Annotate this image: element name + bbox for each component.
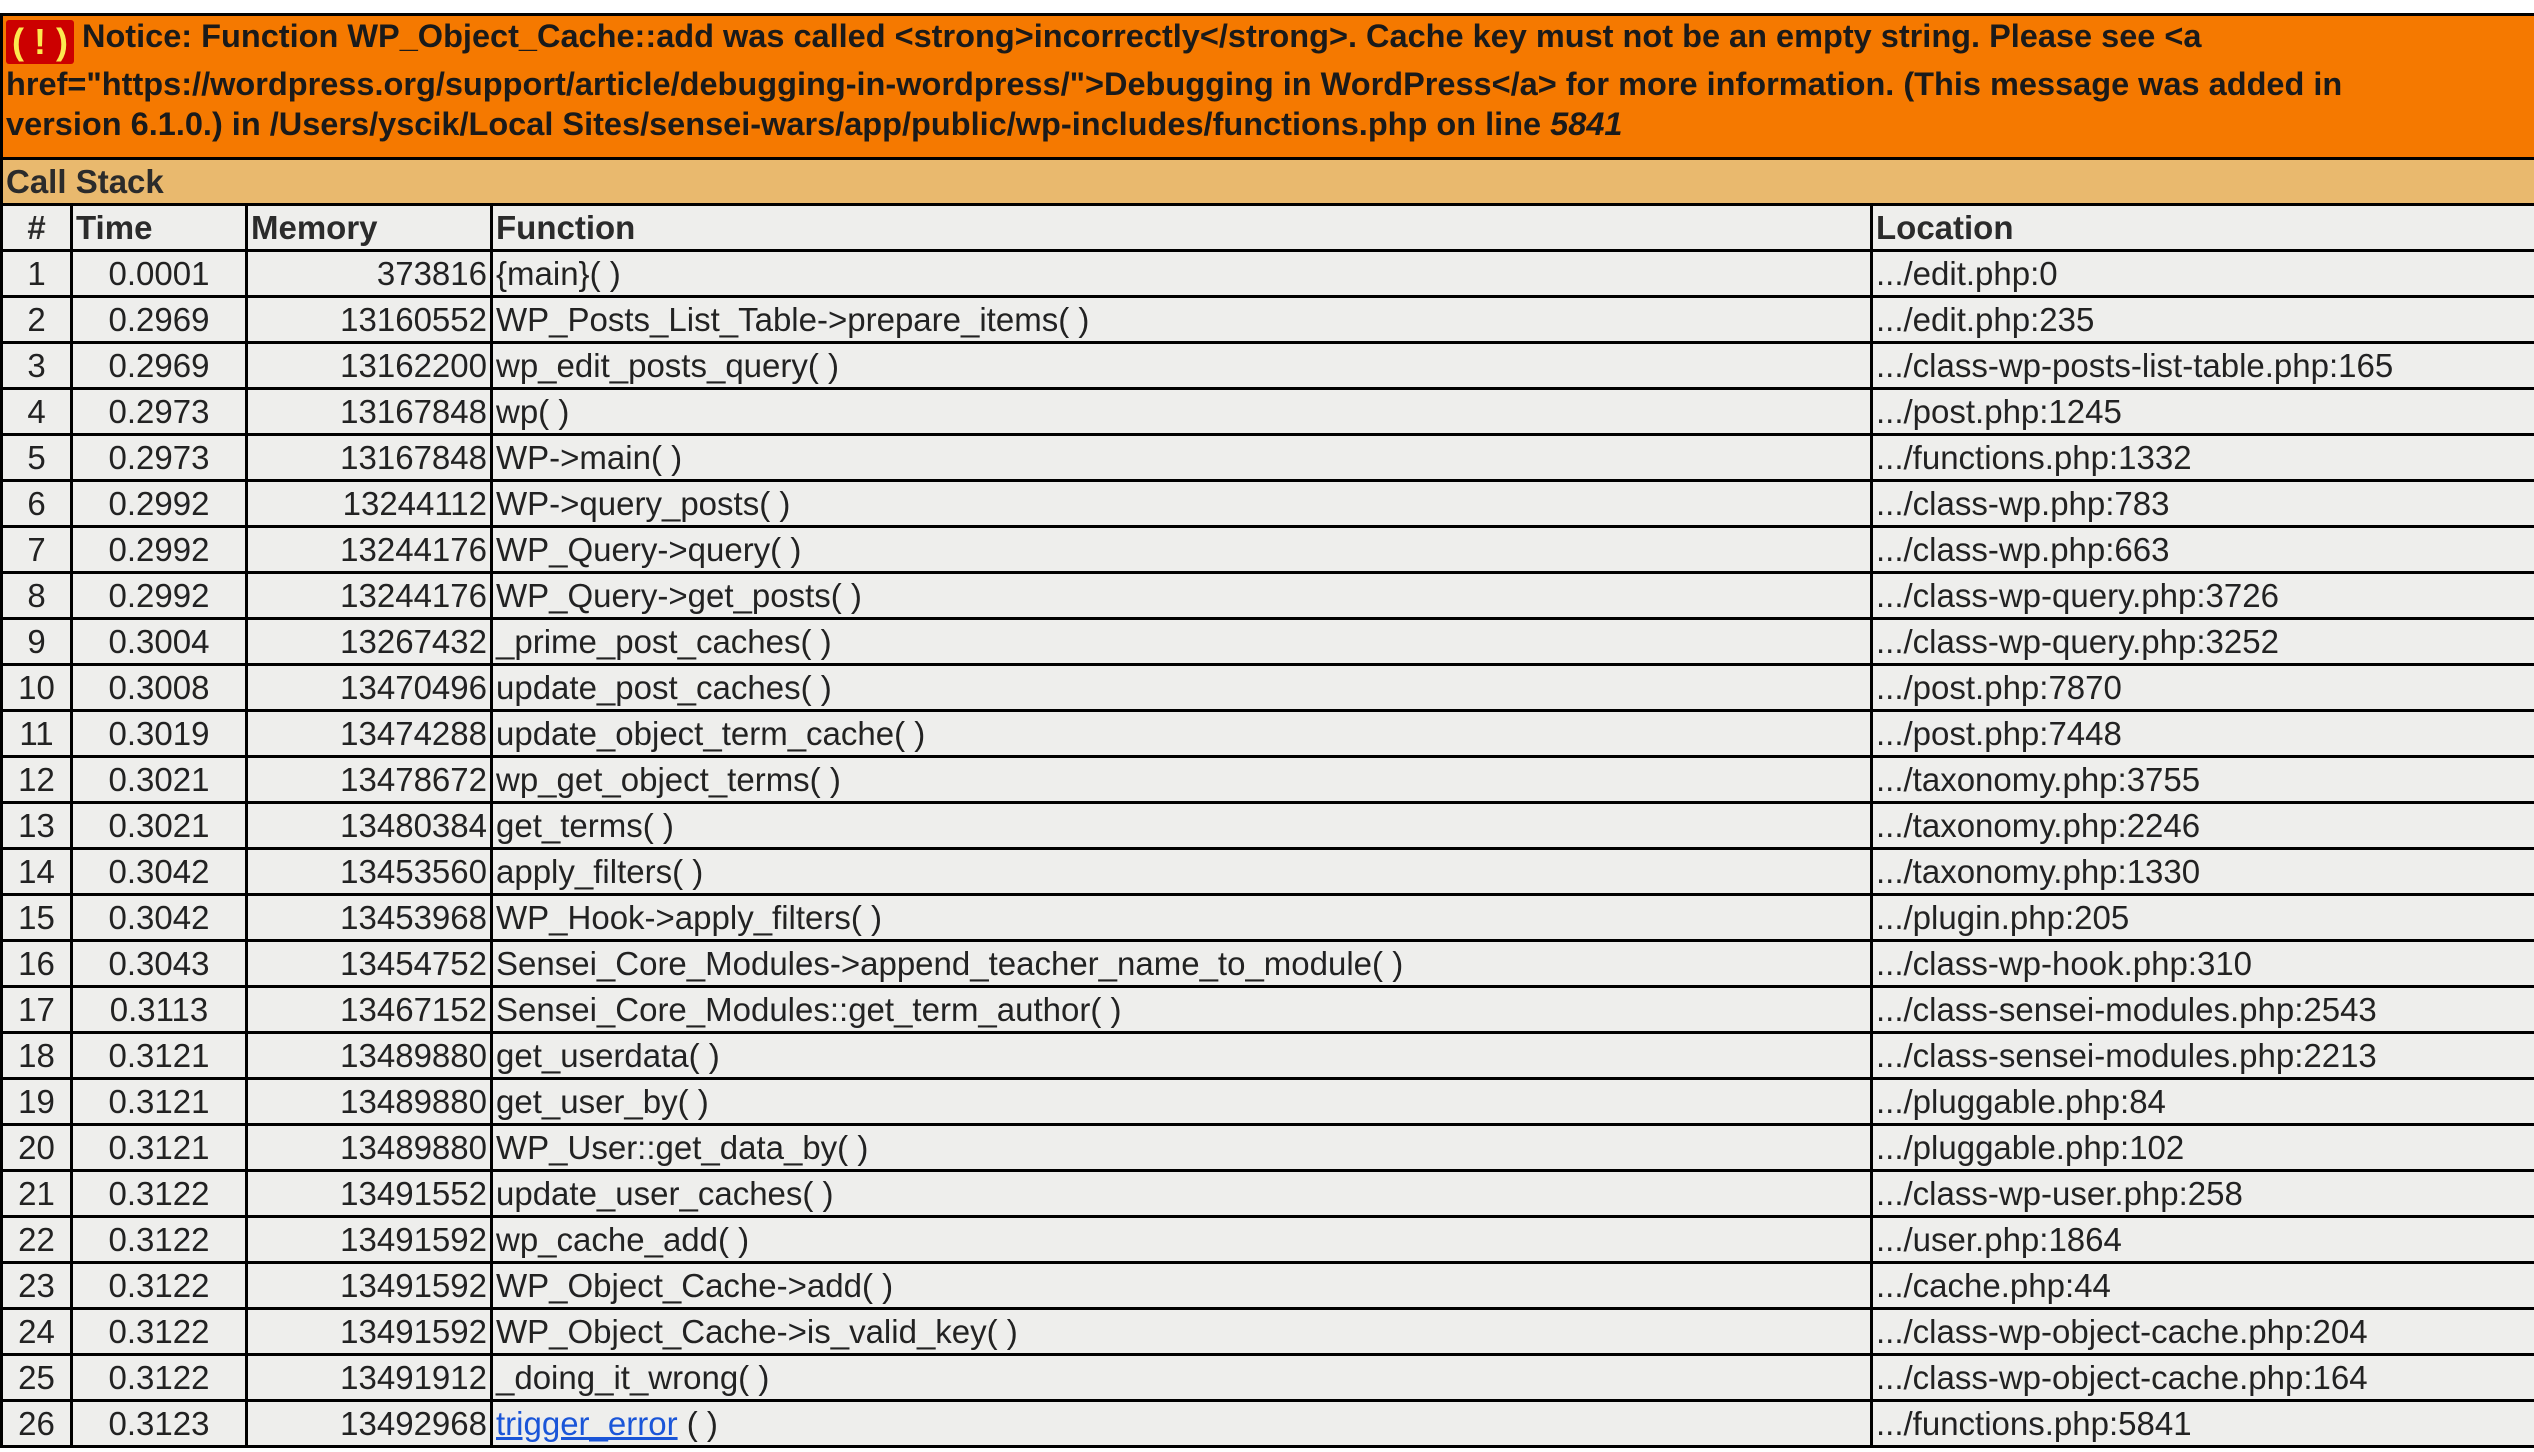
stack-frame-time: 0.3122 [72, 1263, 247, 1309]
stack-frame-location: .../class-wp-hook.php:310 [1872, 941, 2534, 987]
stack-frame-time: 0.3121 [72, 1033, 247, 1079]
stack-frame-function: update_user_caches( ) [492, 1171, 1872, 1217]
stack-frame-time: 0.3121 [72, 1079, 247, 1125]
stack-frame-location: .../post.php:7448 [1872, 711, 2534, 757]
stack-frame-memory: 13470496 [247, 665, 492, 711]
table-row [2, 757, 2534, 803]
stack-frame-function [492, 1401, 1872, 1447]
stack-frame-memory: 13474288 [247, 711, 492, 757]
stack-frame-number: 21 [2, 1171, 72, 1217]
stack-frame-memory: 13491552 [247, 1171, 492, 1217]
stack-frame-memory: 13491592 [247, 1217, 492, 1263]
stack-frame-time: 0.3122 [72, 1217, 247, 1263]
column-header-time: Time [72, 205, 247, 251]
table-row [2, 987, 2534, 1033]
stack-frame-memory: 13491592 [247, 1263, 492, 1309]
stack-frame-location: .../class-wp-query.php:3252 [1872, 619, 2534, 665]
stack-frame-memory: 13489880 [247, 1079, 492, 1125]
stack-frame-function: wp( ) [492, 389, 1872, 435]
stack-frame-function: _prime_post_caches( ) [492, 619, 1872, 665]
function-parens: ( ) [677, 1405, 718, 1442]
stack-frame-time: 0.3008 [72, 665, 247, 711]
column-header-location: Location [1872, 205, 2534, 251]
stack-frame-function: apply_filters( ) [492, 849, 1872, 895]
stack-frame-location: .../cache.php:44 [1872, 1263, 2534, 1309]
stack-frame-memory: 13244176 [247, 573, 492, 619]
stack-frame-location: .../class-wp.php:783 [1872, 481, 2534, 527]
table-row [2, 1125, 2534, 1171]
table-row [2, 803, 2534, 849]
stack-frame-number: 20 [2, 1125, 72, 1171]
table-row [2, 1171, 2534, 1217]
stack-frame-number: 11 [2, 711, 72, 757]
stack-frame-time: 0.2973 [72, 435, 247, 481]
stack-frame-number: 23 [2, 1263, 72, 1309]
stack-frame-time: 0.3021 [72, 803, 247, 849]
stack-frame-function: update_post_caches( ) [492, 665, 1872, 711]
stack-frame-memory: 13491912 [247, 1355, 492, 1401]
stack-frame-number: 17 [2, 987, 72, 1033]
stack-frame-location: .../post.php:1245 [1872, 389, 2534, 435]
call-stack-title: Call Stack [2, 159, 2534, 205]
stack-frame-number: 24 [2, 1309, 72, 1355]
table-row [2, 435, 2534, 481]
stack-frame-memory: 13491592 [247, 1309, 492, 1355]
stack-frame-number: 12 [2, 757, 72, 803]
stack-frame-memory: 13453968 [247, 895, 492, 941]
warning-icon: ( ! ) [6, 20, 74, 64]
stack-frame-memory: 13453560 [247, 849, 492, 895]
stack-frame-location: .../taxonomy.php:1330 [1872, 849, 2534, 895]
stack-frame-number: 10 [2, 665, 72, 711]
stack-frame-function: wp_edit_posts_query( ) [492, 343, 1872, 389]
stack-frame-function: wp_cache_add( ) [492, 1217, 1872, 1263]
stack-frame-number: 8 [2, 573, 72, 619]
stack-frame-time: 0.2992 [72, 527, 247, 573]
stack-frame-number: 19 [2, 1079, 72, 1125]
stack-frame-function: get_userdata( ) [492, 1033, 1872, 1079]
table-row [2, 1355, 2534, 1401]
stack-frame-function: WP_Query->query( ) [492, 527, 1872, 573]
function-doc-link[interactable]: trigger_error [496, 1405, 678, 1442]
stack-frame-number: 9 [2, 619, 72, 665]
stack-frame-number: 15 [2, 895, 72, 941]
stack-frame-memory: 13492968 [247, 1401, 492, 1447]
stack-frame-time: 0.3042 [72, 895, 247, 941]
stack-frame-location: .../plugin.php:205 [1872, 895, 2534, 941]
notice-message [2, 15, 2534, 159]
stack-frame-memory: 373816 [247, 251, 492, 297]
stack-frame-memory: 13267432 [247, 619, 492, 665]
table-row [2, 711, 2534, 757]
stack-frame-function: get_user_by( ) [492, 1079, 1872, 1125]
stack-frame-location: .../class-wp-object-cache.php:164 [1872, 1355, 2534, 1401]
stack-frame-memory: 13244176 [247, 527, 492, 573]
stack-frame-number: 14 [2, 849, 72, 895]
stack-frame-number: 26 [2, 1401, 72, 1447]
table-row [2, 665, 2534, 711]
stack-frame-location: .../class-wp.php:663 [1872, 527, 2534, 573]
stack-frame-number: 2 [2, 297, 72, 343]
stack-frame-function: WP_Hook->apply_filters( ) [492, 895, 1872, 941]
stack-frame-location: .../class-sensei-modules.php:2213 [1872, 1033, 2534, 1079]
stack-frame-memory: 13167848 [247, 389, 492, 435]
stack-frame-number: 5 [2, 435, 72, 481]
stack-frame-time: 0.3043 [72, 941, 247, 987]
column-header-row [2, 205, 2534, 251]
stack-frame-time: 0.0001 [72, 251, 247, 297]
stack-frame-memory: 13489880 [247, 1033, 492, 1079]
stack-frame-number: 16 [2, 941, 72, 987]
stack-frame-location: .../taxonomy.php:3755 [1872, 757, 2534, 803]
stack-frame-function: WP_User::get_data_by( ) [492, 1125, 1872, 1171]
stack-frame-number: 13 [2, 803, 72, 849]
stack-frame-location: .../class-wp-object-cache.php:204 [1872, 1309, 2534, 1355]
stack-frame-number: 4 [2, 389, 72, 435]
stack-frame-function: WP_Object_Cache->is_valid_key( ) [492, 1309, 1872, 1355]
stack-frame-location: .../pluggable.php:84 [1872, 1079, 2534, 1125]
column-header-function: Function [492, 205, 1872, 251]
stack-frame-function: Sensei_Core_Modules->append_teacher_name_to_module( ) [492, 941, 1872, 987]
stack-frame-time: 0.3113 [72, 987, 247, 1033]
stack-frame-location: .../taxonomy.php:2246 [1872, 803, 2534, 849]
stack-frame-function: WP_Query->get_posts( ) [492, 573, 1872, 619]
stack-frame-location: .../functions.php:5841 [1872, 1401, 2534, 1447]
stack-frame-location: .../post.php:7870 [1872, 665, 2534, 711]
stack-frame-function: update_object_term_cache( ) [492, 711, 1872, 757]
stack-frame-location: .../user.php:1864 [1872, 1217, 2534, 1263]
stack-frame-function: wp_get_object_terms( ) [492, 757, 1872, 803]
stack-frame-memory: 13167848 [247, 435, 492, 481]
stack-frame-function: WP->main( ) [492, 435, 1872, 481]
stack-frame-function: {main}( ) [492, 251, 1872, 297]
table-row [2, 1217, 2534, 1263]
stack-frame-function: get_terms( ) [492, 803, 1872, 849]
table-row [2, 941, 2534, 987]
table-row [2, 849, 2534, 895]
table-row [2, 1263, 2534, 1309]
stack-frame-location: .../class-wp-user.php:258 [1872, 1171, 2534, 1217]
stack-frame-location: .../class-sensei-modules.php:2543 [1872, 987, 2534, 1033]
stack-frame-location: .../functions.php:1332 [1872, 435, 2534, 481]
stack-frame-memory: 13160552 [247, 297, 492, 343]
stack-frame-time: 0.3042 [72, 849, 247, 895]
column-header-memory: Memory [247, 205, 492, 251]
stack-frame-location: .../class-wp-posts-list-table.php:165 [1872, 343, 2534, 389]
stack-frame-location: .../edit.php:0 [1872, 251, 2534, 297]
table-row [2, 343, 2534, 389]
stack-frame-memory: 13244112 [247, 481, 492, 527]
stack-frame-time: 0.3021 [72, 757, 247, 803]
table-row [2, 895, 2534, 941]
stack-frame-time: 0.2969 [72, 297, 247, 343]
column-header-number: # [2, 205, 72, 251]
stack-frame-number: 22 [2, 1217, 72, 1263]
stack-frame-time: 0.3123 [72, 1401, 247, 1447]
notice-line-1: ( ! ) Notice: Function WP_Object_Cache::add was called <strong>incorrectly</strong>. Cache key must not be an empty string. Please see <a [6, 16, 2531, 64]
stack-frame-memory: 13480384 [247, 803, 492, 849]
stack-frame-memory: 13162200 [247, 343, 492, 389]
stack-frame-number: 1 [2, 251, 72, 297]
stack-frame-function: WP_Posts_List_Table->prepare_items( ) [492, 297, 1872, 343]
stack-frame-function: WP->query_posts( ) [492, 481, 1872, 527]
stack-frame-time: 0.2992 [72, 481, 247, 527]
stack-frame-time: 0.2969 [72, 343, 247, 389]
table-row [2, 1309, 2534, 1355]
stack-frame-function: Sensei_Core_Modules::get_term_author( ) [492, 987, 1872, 1033]
stack-frame-location: .../edit.php:235 [1872, 297, 2534, 343]
notice-line-2: href="https://wordpress.org/support/article/debugging-in-wordpress/">Debugging in WordPress</a> for more information. (This message was added in [6, 66, 2343, 102]
stack-frame-time: 0.2973 [72, 389, 247, 435]
table-row [2, 619, 2534, 665]
table-row [2, 297, 2534, 343]
stack-frame-time: 0.2992 [72, 573, 247, 619]
stack-frame-time: 0.3004 [72, 619, 247, 665]
stack-frame-number: 25 [2, 1355, 72, 1401]
stack-frame-memory: 13454752 [247, 941, 492, 987]
stack-frame-number: 6 [2, 481, 72, 527]
stack-frame-location: .../pluggable.php:102 [1872, 1125, 2534, 1171]
table-row [2, 389, 2534, 435]
stack-frame-number: 3 [2, 343, 72, 389]
stack-frame-function: _doing_it_wrong( ) [492, 1355, 1872, 1401]
stack-frame-memory: 13478672 [247, 757, 492, 803]
table-row [2, 251, 2534, 297]
notice-line-3: version 6.1.0.) in /Users/yscik/Local Sites/sensei-wars/app/public/wp-includes/functions.php on line 5841 [6, 106, 1623, 142]
table-row [2, 573, 2534, 619]
table-row [2, 1033, 2534, 1079]
stack-frame-time: 0.3122 [72, 1355, 247, 1401]
stack-frame-number: 18 [2, 1033, 72, 1079]
stack-frame-memory: 13467152 [247, 987, 492, 1033]
stack-frame-function: WP_Object_Cache->add( ) [492, 1263, 1872, 1309]
table-row [2, 481, 2534, 527]
table-row [2, 527, 2534, 573]
notice-line-number: 5841 [1550, 106, 1623, 142]
stack-frame-memory: 13489880 [247, 1125, 492, 1171]
table-row [2, 1401, 2534, 1447]
stack-frame-time: 0.3121 [72, 1125, 247, 1171]
stack-frame-number: 7 [2, 527, 72, 573]
table-row [2, 1079, 2534, 1125]
stack-frame-location: .../class-wp-query.php:3726 [1872, 573, 2534, 619]
stack-frame-time: 0.3019 [72, 711, 247, 757]
stack-frame-time: 0.3122 [72, 1309, 247, 1355]
xdebug-error-table [0, 13, 2534, 1448]
stack-frame-time: 0.3122 [72, 1171, 247, 1217]
